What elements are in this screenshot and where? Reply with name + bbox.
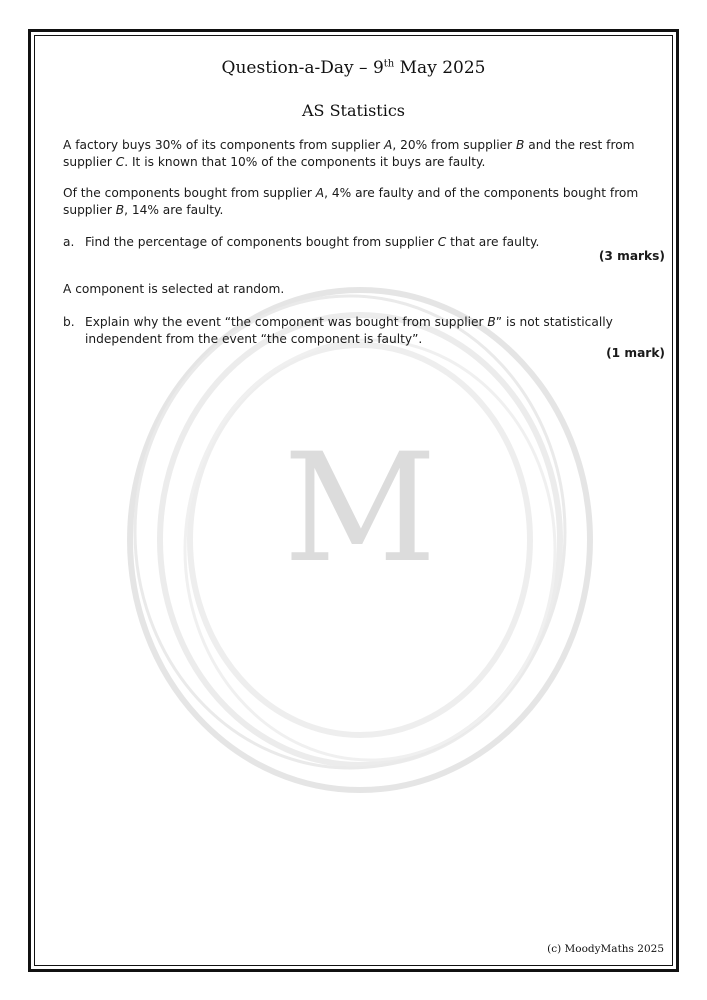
question-b-text: Explain why the event “the component was bought from supplier B” is not statistically independent from the event “the component is faulty”. bbox=[85, 315, 613, 346]
question-b-marks: (1 mark) bbox=[606, 346, 665, 360]
question-b-letter: b. bbox=[63, 315, 75, 329]
copyright-footer: (c) MoodyMaths 2025 bbox=[547, 943, 664, 955]
question-a-marks: (3 marks) bbox=[598, 249, 665, 263]
watermark-letter: M bbox=[283, 422, 437, 596]
page-subtitle: AS Statistics bbox=[301, 101, 405, 120]
intro-paragraph-2: Of the components bought from supplier A, 4% are faulty and of the components bought from supplier B, 14% are faulty. bbox=[63, 186, 639, 217]
page-title: Question-a-Day – 9th May 2025 bbox=[221, 58, 486, 78]
middle-statement: A component is selected at random. bbox=[63, 282, 285, 296]
intro-paragraph-1: A factory buys 30% of its components from supplier A, 20% from supplier B and the rest from supplier C. It is known that 10% of the components it buys are faulty. bbox=[63, 138, 635, 169]
question-a-letter: a. bbox=[63, 235, 75, 249]
question-a-text: Find the percentage of components bought from supplier C that are faulty. bbox=[85, 235, 540, 249]
page-border-inner bbox=[34, 35, 673, 966]
